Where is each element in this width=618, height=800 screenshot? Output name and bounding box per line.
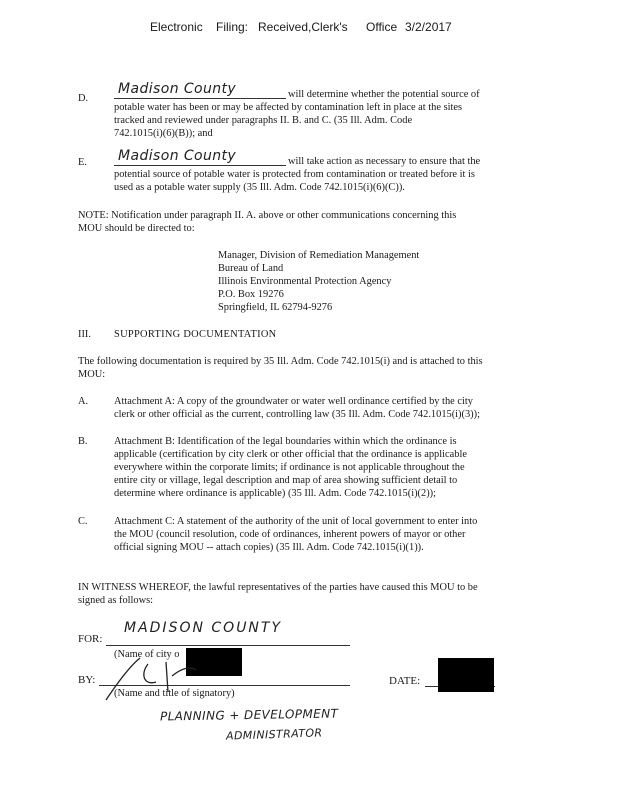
for-caption: (Name of city o [114, 649, 180, 660]
section-iii-number: III. [78, 329, 91, 340]
section-d-line-1: will determine whether the potential source of [288, 89, 480, 100]
section-e-fill-line [114, 148, 286, 166]
note-line-2: MOU should be directed to: [78, 223, 195, 234]
section-e-line-2: potential source of potable water is protected from contamination or treated before it is [114, 169, 475, 180]
section-iii-intro-2: MOU: [78, 369, 106, 380]
address-line-1: Manager, Division of Remediation Management [218, 250, 420, 261]
address-line-3: Illinois Environmental Protection Agency [218, 276, 392, 287]
header-electronic: Electronic [150, 20, 203, 34]
section-iii-intro-1: The following documentation is required by 35 Ill. Adm. Code 742.1015(i) and is attached to this [78, 356, 483, 367]
header-date: 3/2/2017 [405, 20, 452, 34]
attachment-b-line-2: applicable (certification by city clerk or other official that the ordinance is applicable [114, 449, 467, 460]
by-caption: (Name and title of signatory) [114, 688, 235, 699]
date-label: DATE: [389, 675, 421, 687]
header-filing: Filing: [216, 20, 249, 34]
address-line-2: Bureau of Land [218, 263, 284, 274]
redaction-box-date [438, 658, 494, 692]
section-e-line-1: will take action as necessary to ensure that the [288, 156, 481, 167]
section-e-letter: E. [78, 157, 87, 168]
section-e-handwritten-name: Madison County [118, 148, 237, 164]
section-d-line-2: potable water has been or may be affected by contamination left in place at the sites [114, 102, 463, 113]
address-line-4: P.O. Box 19276 [218, 289, 284, 300]
attachment-b-line-3: everywhere within the corporate limits; if ordinance is not applicable throughout the [114, 462, 465, 473]
attachment-c-line-2: the MOU (council resolution, code of ordinances, inherent powers of mayor or other [114, 529, 466, 540]
handwritten-title-line-1: PLANNING + DEVELOPMENT [159, 706, 339, 724]
address-line-5: Springfield, IL 62794-9276 [218, 302, 333, 313]
section-d-fill-line [114, 81, 286, 99]
attachment-a-line-2: clerk or other official as the current, controlling law (35 Ill. Adm. Code 742.1015(i)(3)); [114, 409, 480, 420]
attachment-a-letter: A. [78, 396, 89, 407]
filing-header [0, 20, 618, 36]
section-e-line-3: used as a potable water supply (35 Ill. Adm. Code 742.1015(i)(6)(C)). [114, 182, 405, 193]
section-iii-title: SUPPORTING DOCUMENTATION [114, 329, 277, 340]
witness-line-1: IN WITNESS WHEREOF, the lawful representatives of the parties have caused this MOU to be [78, 582, 478, 593]
attachment-a-line-1: Attachment A: A copy of the groundwater or water well ordinance certified by the city [114, 396, 473, 407]
handwritten-title-line-2: ADMINISTRATOR [225, 726, 323, 743]
attachment-b-line-1: Attachment B: Identification of the legal boundaries within which the ordinance is [114, 436, 457, 447]
section-d-line-3: tracked and reviewed under paragraphs II. B. and C. (35 Ill. Adm. Code [114, 115, 413, 126]
attachment-c-line-3: official signing MOU -- attach copies) (35 Ill. Adm. Code 742.1015(i)(1)). [114, 542, 424, 553]
note-line-1: NOTE: Notification under paragraph II. A. above or other communications concerning this [78, 210, 457, 221]
attachment-b-letter: B. [78, 436, 88, 447]
attachment-b-line-4: entire city or village, legal description and map of area showing sufficient detail to [114, 475, 458, 486]
section-d-letter: D. [78, 93, 89, 104]
attachment-c-letter: C. [78, 516, 88, 527]
for-label: FOR: [78, 633, 103, 645]
by-label: BY: [78, 674, 96, 686]
header-office: Office [366, 20, 398, 34]
for-handwritten-name: MADISON COUNTY [124, 620, 283, 636]
section-d-handwritten-name: Madison County [118, 81, 237, 97]
section-d-line-4: 742.1015(i)(6)(B)); and [114, 128, 213, 139]
attachment-c-line-1: Attachment C: A statement of the authority of the unit of local government to enter into [114, 516, 478, 527]
witness-line-2: signed as follows: [78, 595, 154, 606]
attachment-b-line-5: determine where ordinance is applicable) (35 Ill. Adm. Code 742.1015(i)(2)); [114, 488, 437, 499]
header-received: Received,Clerk's [258, 20, 348, 34]
